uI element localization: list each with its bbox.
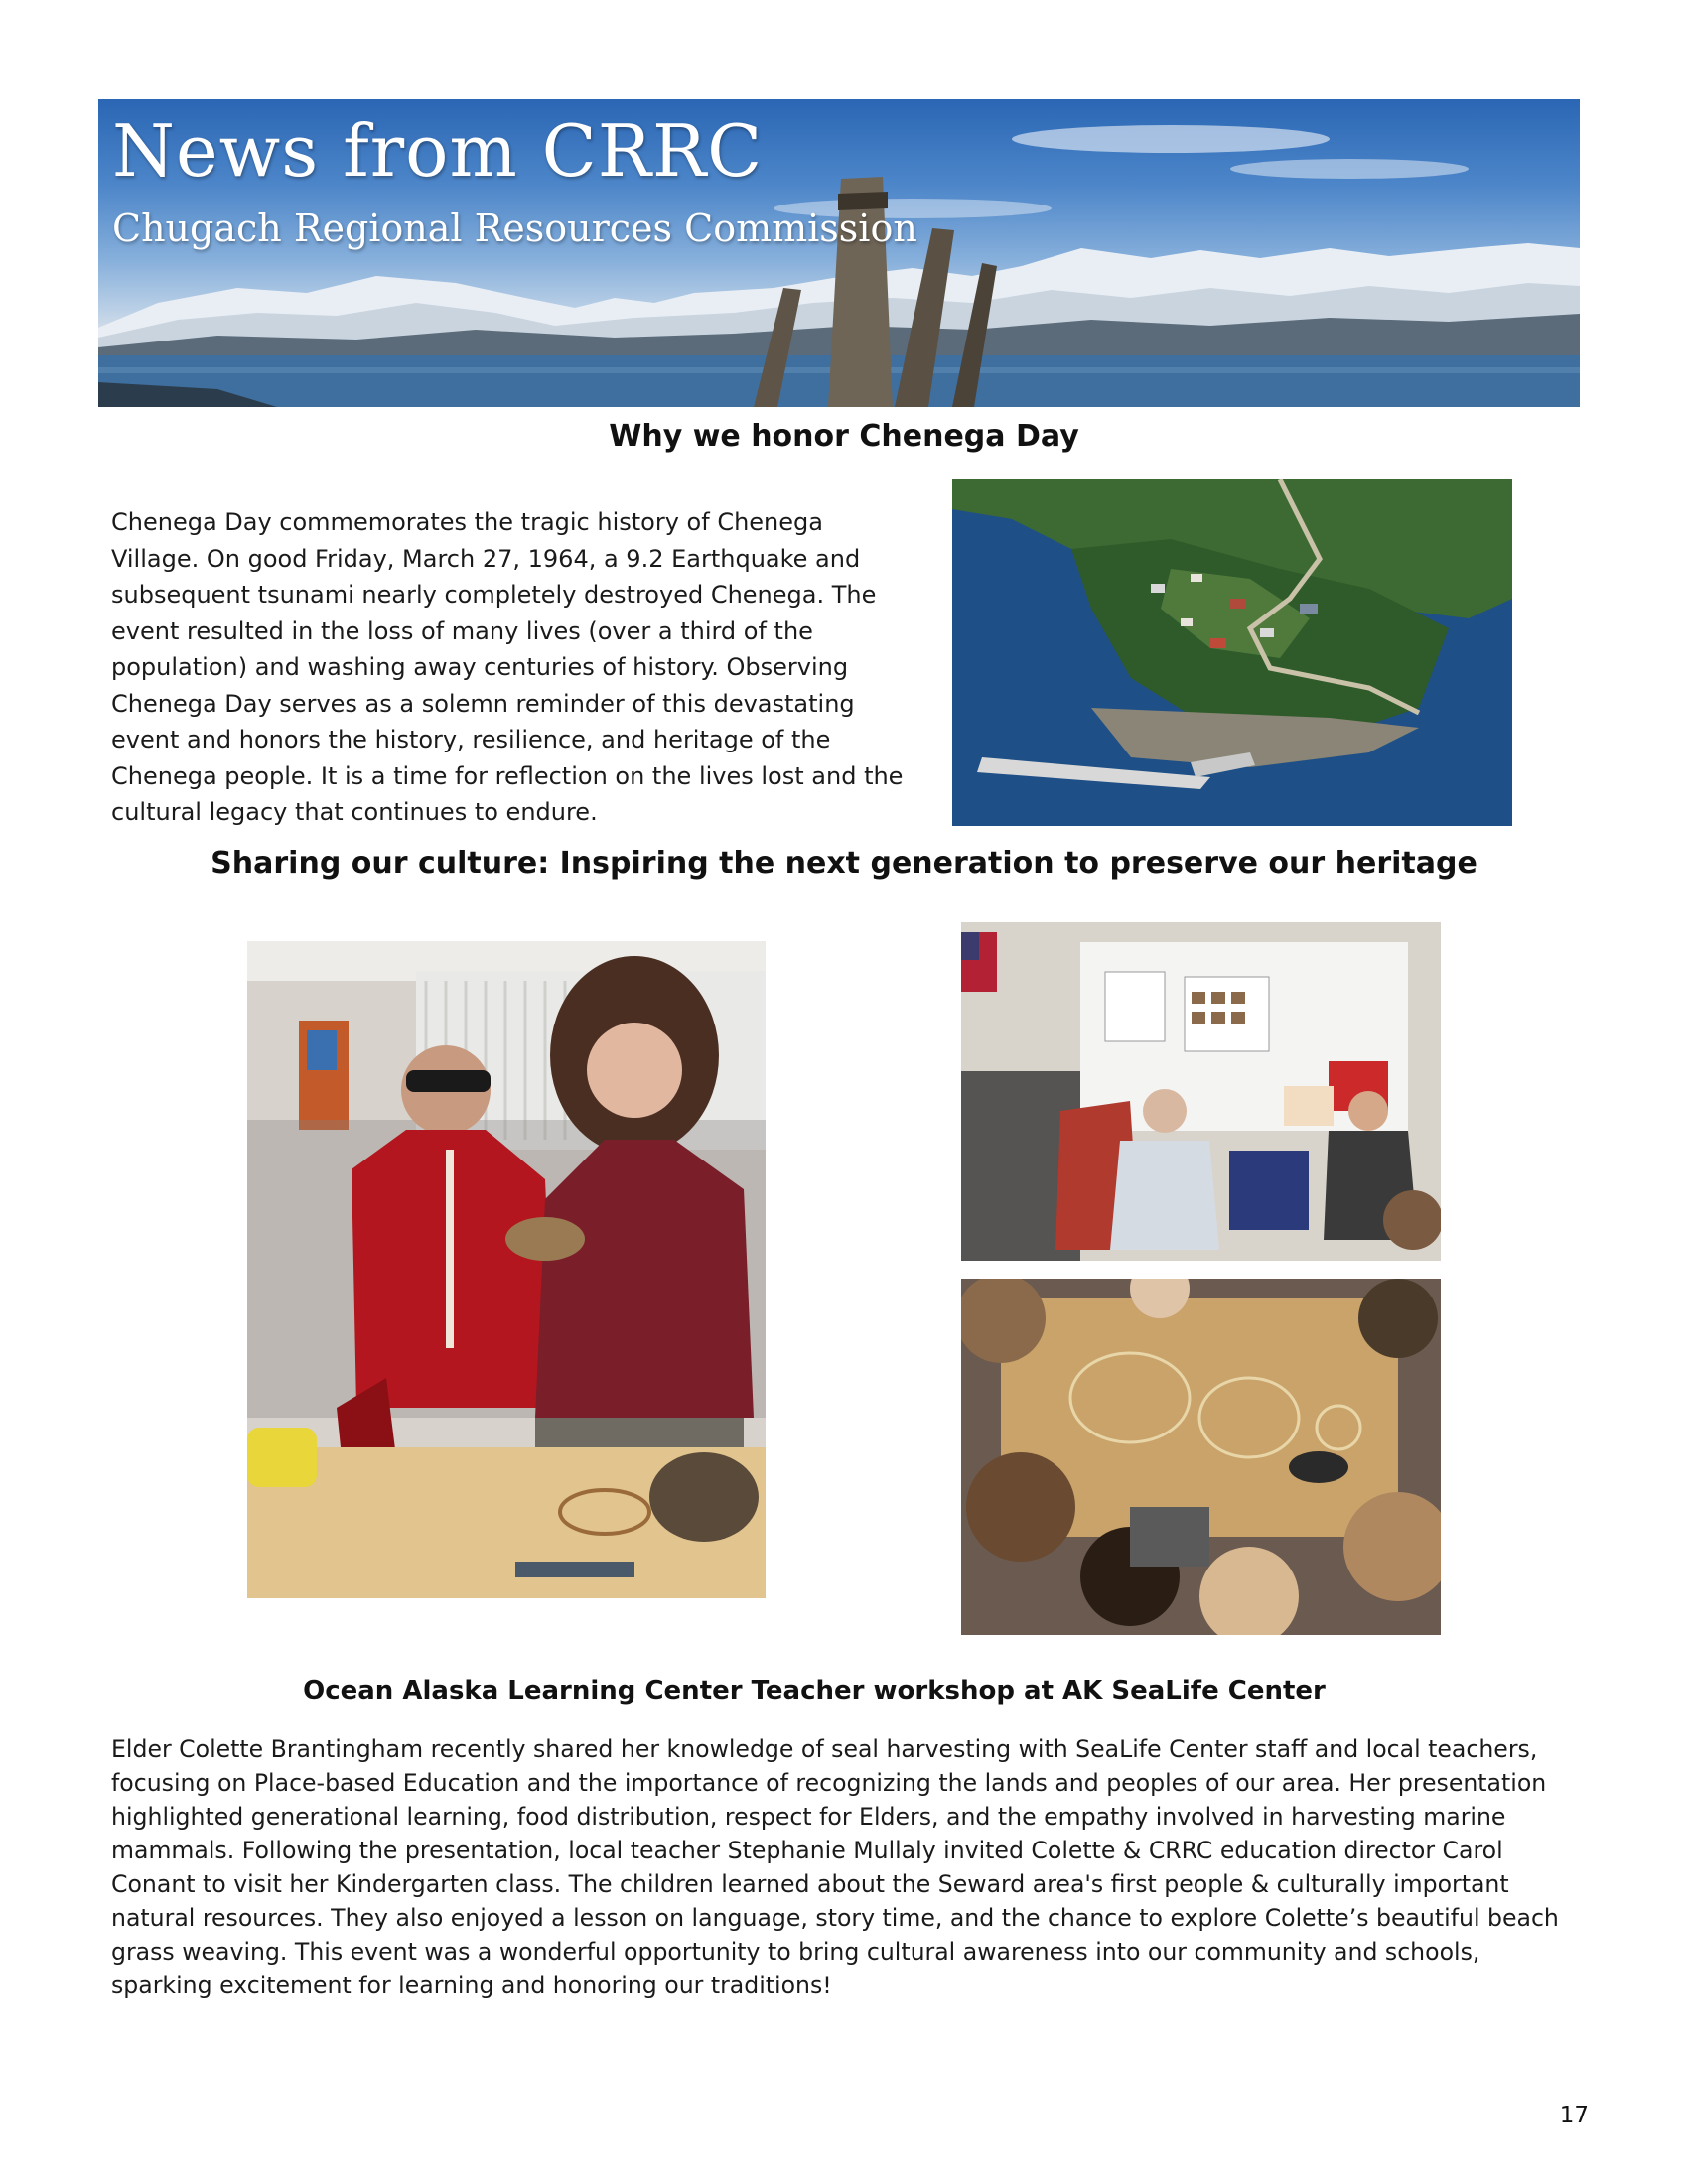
section-heading-sharing-culture: Sharing our culture: Inspiring the next generation to preserve our heritage [211, 846, 1477, 881]
section-heading-chenega-day: Why we honor Chenega Day [609, 419, 1079, 454]
elder-sharing-weaving-photo [247, 941, 766, 1598]
kindergarten-weaving-photo [961, 1279, 1441, 1635]
banner-subtitle: Chugach Regional Resources Commission [112, 206, 917, 250]
page-number: 17 [1559, 2103, 1589, 2128]
teacher-workshop-paragraph: Elder Colette Brantingham recently shared her knowledge of seal harvesting with SeaLife Center staff and local teachers, focusing on Place-based Education and the importance of recognizing the lands and peoples of our area. Her presentation highlighted generational learning, food distribution, respect for Elders, and the empathy involved in harvesting marine mammals. Following the presentation, local teacher Stephanie Mullaly invited Colette & CRRC education director Carol Conant to visit her Kindergarten class. The children learned about the Seward area's first people & culturally important natural resources. They also enjoyed a lesson on language, story time, and the chance to explore Colette’s beautiful beach grass weaving. This event was a wonderful opportunity to bring cultural awareness into our community and schools, sparking excitement for learning and honoring our traditions! [111, 1735, 1559, 1999]
chenega-day-paragraph: Chenega Day commemorates the tragic history of Chenega Village. On good Friday, March 27, 1964, a 9.2 Earthquake and subsequent tsunami nearly completely destroyed Chenega. The event resulted in the loss of many lives (over a third of the population) and washing away centuries of history. Observing Chenega Day serves as a solemn reminder of this devastating event and honors the history, resilience, and heritage of the Chenega people. It is a time for reflection on the lives lost and the cultural legacy that continues to endure. [111, 508, 904, 826]
chenega-village-aerial-photo [952, 479, 1512, 826]
classroom-story-time-photo [961, 922, 1441, 1261]
banner-title: News from CRRC [112, 109, 764, 193]
section-heading-teacher-workshop: Ocean Alaska Learning Center Teacher workshop at AK SeaLife Center [303, 1676, 1326, 1706]
newsletter-banner [98, 99, 1580, 407]
